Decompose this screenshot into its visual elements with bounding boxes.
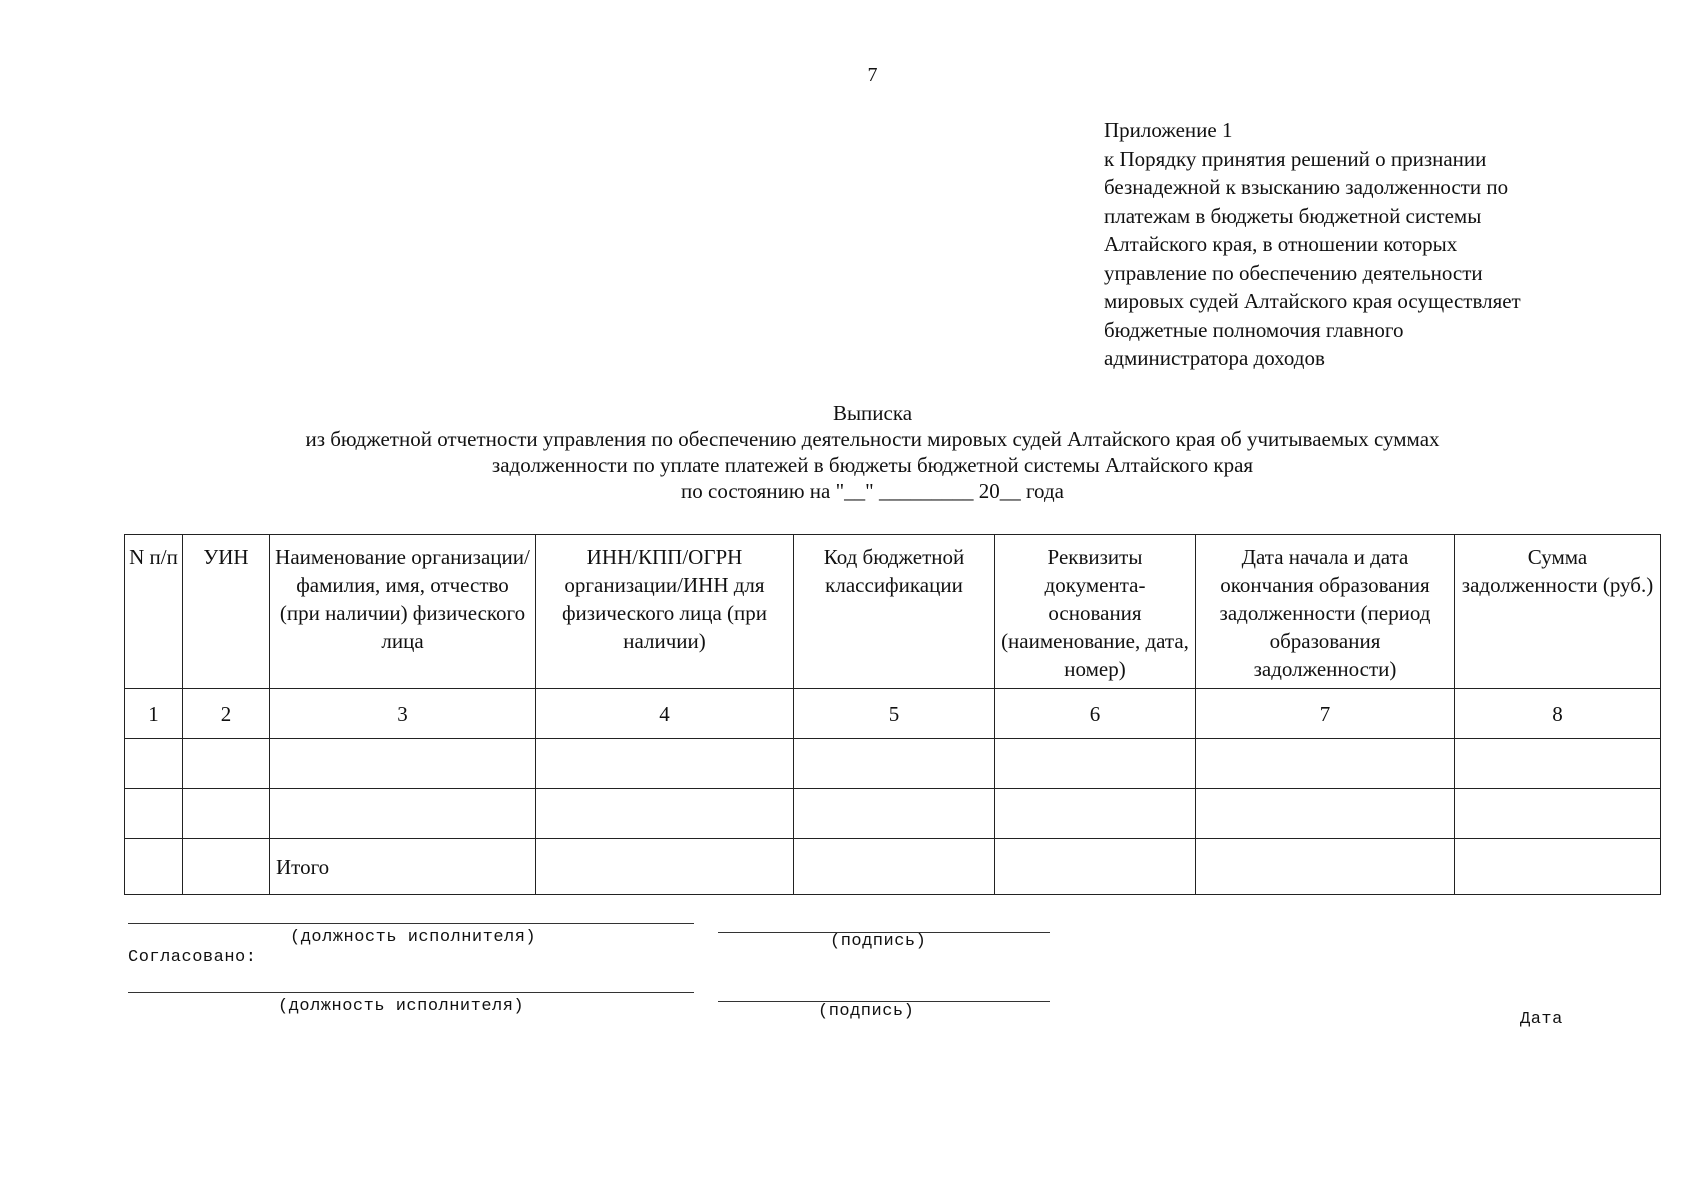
table-cell[interactable] <box>1196 789 1455 839</box>
table-cell <box>183 839 270 895</box>
table-cell[interactable] <box>125 789 183 839</box>
header-cell-kbk: Код бюджетной классификации <box>794 535 995 689</box>
appendix-line: бюджетные полномочия главного <box>1104 317 1404 342</box>
table-cell[interactable] <box>794 839 995 895</box>
appendix-line: платежам в бюджеты бюджетной системы <box>1104 203 1482 228</box>
header-cell-name: Наименование организации/фамилия, имя, отчество (при наличии) физического лица <box>270 535 536 689</box>
title-date-line: по состоянию на "__" _________ 20__ года <box>681 479 1064 503</box>
column-number-row <box>125 689 1661 739</box>
header-cell-number: N п/п <box>125 535 183 689</box>
column-number: 2 <box>183 689 270 739</box>
executor-caption-2: (должность исполнителя) <box>278 997 525 1016</box>
document-title <box>0 400 1698 504</box>
column-number: 7 <box>1196 689 1455 739</box>
table-cell[interactable] <box>1455 739 1661 789</box>
table-cell[interactable] <box>1455 789 1661 839</box>
appendix-line: безнадежной к взысканию задолженности по <box>1104 175 1509 199</box>
table-cell[interactable] <box>794 739 995 789</box>
table-header-row <box>125 535 1661 689</box>
table-cell[interactable] <box>1196 839 1455 895</box>
executor-caption-1: (должность исполнителя) <box>290 928 537 947</box>
column-number: 1 <box>125 689 183 739</box>
title-line-1: из бюджетной отчетности управления по обеспечению деятельности мировых судей Алтайского края об учитываемых суммах <box>305 427 1440 451</box>
total-label: Итого <box>270 839 536 895</box>
table-cell[interactable] <box>995 839 1196 895</box>
table-row <box>125 789 1661 839</box>
table-cell[interactable] <box>536 789 794 839</box>
date-label: Дата <box>1520 1010 1563 1029</box>
title-heading: Выписка <box>832 401 913 425</box>
total-amount-cell[interactable] <box>1455 839 1661 895</box>
appendix-line: к Порядку принятия решений о признании <box>1104 146 1487 171</box>
executor-signature-line-1 <box>128 923 694 924</box>
signature-caption-2: (подпись) <box>818 1002 915 1021</box>
table-cell[interactable] <box>270 789 536 839</box>
column-number: 3 <box>270 689 536 739</box>
header-cell-amount: Сумма задолженности (руб.) <box>1455 535 1661 689</box>
table-cell[interactable] <box>995 789 1196 839</box>
header-cell-period: Дата начала и дата окончания образования задолженности (период образования задолженности) <box>1196 535 1455 689</box>
page-number: 7 <box>867 64 878 86</box>
header-cell-inn: ИНН/КПП/ОГРН организации/ИНН для физического лица (при наличии) <box>536 535 794 689</box>
table-cell[interactable] <box>995 739 1196 789</box>
column-number: 8 <box>1455 689 1661 739</box>
appendix-line: администратора доходов <box>1104 346 1325 370</box>
table-cell <box>125 839 183 895</box>
table-row <box>125 739 1661 789</box>
signature-caption-1: (подпись) <box>830 932 927 951</box>
table-cell[interactable] <box>183 789 270 839</box>
table-cell[interactable] <box>270 739 536 789</box>
total-row <box>125 839 1661 895</box>
appendix-line: мировых судей Алтайского края осуществляет <box>1104 289 1521 313</box>
table-cell[interactable] <box>794 789 995 839</box>
appendix-block <box>1104 116 1664 373</box>
appendix-line: Алтайского края, в отношении которых <box>1104 232 1458 256</box>
column-number: 4 <box>536 689 794 739</box>
executor-signature-line-2 <box>128 992 694 993</box>
table-cell[interactable] <box>183 739 270 789</box>
title-line-2: задолженности по уплате платежей в бюджеты бюджетной системы Алтайского края <box>491 453 1254 477</box>
header-cell-uin: УИН <box>183 535 270 689</box>
column-number: 5 <box>794 689 995 739</box>
table-cell[interactable] <box>536 839 794 895</box>
column-number: 6 <box>995 689 1196 739</box>
appendix-line: Приложение 1 <box>1104 118 1233 142</box>
table-cell[interactable] <box>1196 739 1455 789</box>
table-cell[interactable] <box>536 739 794 789</box>
table-cell[interactable] <box>125 739 183 789</box>
appendix-line: управление по обеспечению деятельности <box>1104 260 1483 285</box>
agreed-label: Согласовано: <box>128 948 257 967</box>
header-cell-document: Реквизиты документа-основания (наименование, дата, номер) <box>995 535 1196 689</box>
debt-statement-table <box>124 534 1661 895</box>
